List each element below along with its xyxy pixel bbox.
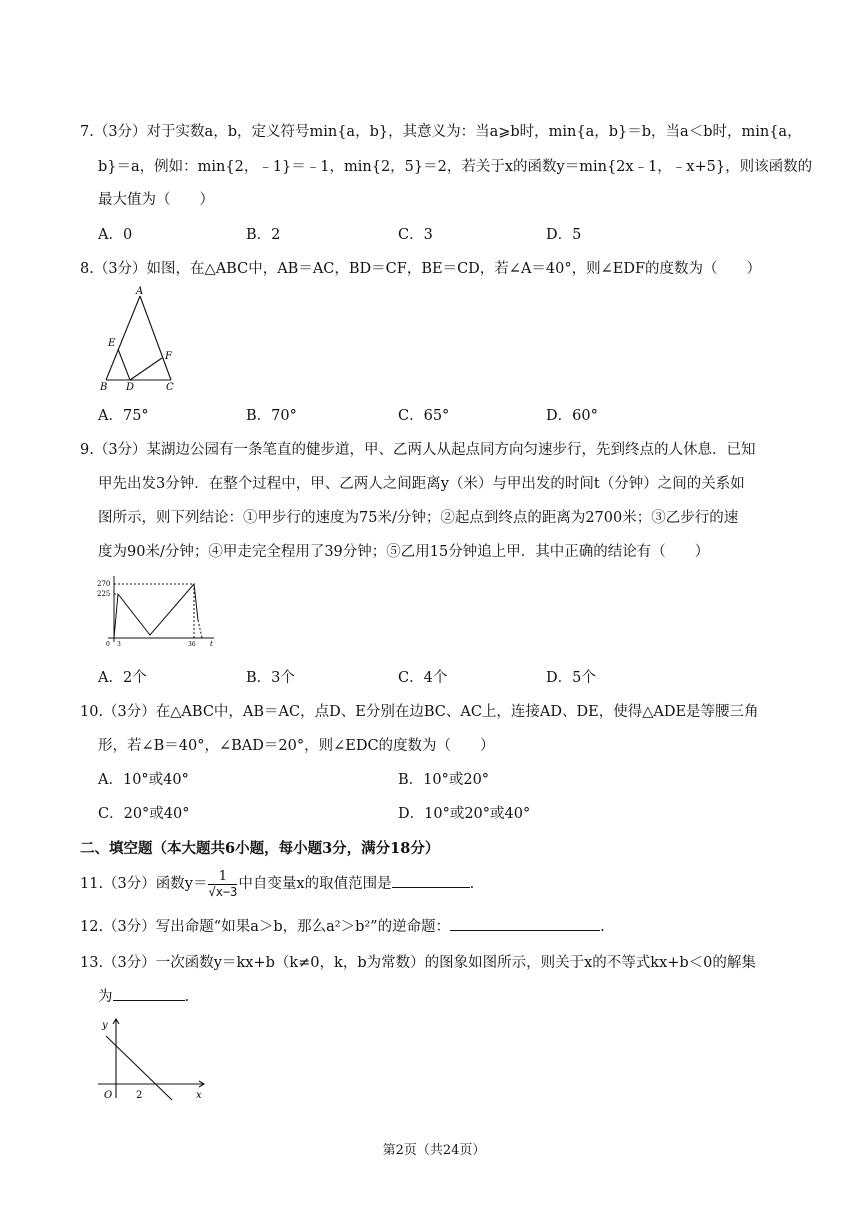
q9-label-t: t bbox=[210, 640, 213, 648]
q7-line3: 最大值为（ ） bbox=[98, 192, 214, 208]
q12-line bbox=[80, 915, 605, 936]
q8-option-b: B．70° bbox=[246, 408, 297, 424]
q12-answer-blank[interactable] bbox=[450, 916, 600, 931]
q11-prefix: 11.（3分）函数y＝ bbox=[80, 876, 208, 892]
q13-answer-blank[interactable] bbox=[113, 986, 185, 1001]
q9-option-a: A．2个 bbox=[98, 670, 147, 686]
q10-line1: 10.（3分）在△ABC中，AB＝AC，点D、E分别在边BC、AC上，连接AD、DE，使得△ADE是等腰三角 bbox=[80, 704, 759, 720]
q13-linear-graph bbox=[96, 1014, 211, 1102]
q8-option-a: A．75° bbox=[98, 408, 149, 424]
q8-line1: 8.（3分）如图，在△ABC中，AB＝AC，BD＝CF，BE＝CD，若∠A＝40°，则∠EDF的度数为（ ） bbox=[80, 261, 762, 277]
page-footer: 第2页（共24页） bbox=[382, 1143, 486, 1158]
q13-line2-text: 为 bbox=[98, 989, 113, 1005]
q11-numerator: 1 bbox=[208, 869, 237, 885]
q11-denominator: √x−3 bbox=[208, 884, 238, 899]
q13-label-x: x bbox=[196, 1090, 202, 1101]
q9-distance-graph bbox=[94, 572, 219, 652]
q9-line2: 甲先出发3分钟．在整个过程中，甲、乙两人之间距离y（米）与甲出发的时间t（分钟）之间的关系如 bbox=[98, 476, 745, 492]
q11-suffix: 中自变量x的取值范围是 bbox=[238, 876, 392, 892]
q7-line1: 7.（3分）对于实数a，b，定义符号min{a，b}，其意义为：当a⩾b时，min{a，b}＝b，当a＜b时，min{a， bbox=[80, 124, 802, 140]
q8-label-c: C bbox=[166, 382, 174, 393]
q7-line2: b}＝a，例如：min{2，﹣1}＝﹣1，min{2，5}＝2，若关于x的函数y＝min{2x﹣1，﹣x+5}，则该函数的 bbox=[98, 159, 813, 175]
q9-option-b: B．3个 bbox=[246, 670, 295, 686]
q13-label-y: y bbox=[102, 1020, 108, 1031]
q9-label-origin: 0 bbox=[106, 641, 110, 648]
q11-line bbox=[80, 864, 474, 904]
q13-end: . bbox=[184, 989, 190, 1005]
q9-line4: 度为90米/分钟；④甲走完全程用了39分钟；⑤乙用15分钟追上甲．其中正确的结论有（ ） bbox=[98, 544, 710, 560]
q8-label-f: F bbox=[165, 351, 172, 362]
q8-option-d: D．60° bbox=[546, 408, 598, 424]
q13-label-2: 2 bbox=[136, 1090, 143, 1101]
q7-option-d: D．5 bbox=[546, 227, 582, 243]
q9-line3: 图所示，则下列结论：①甲步行的速度为75米/分钟；②起点到终点的距离为2700米；③乙步行的速 bbox=[98, 510, 739, 526]
q10-option-d: D．10°或20°或40° bbox=[398, 806, 531, 822]
q7-option-a: A．0 bbox=[98, 227, 133, 243]
q13-line1: 13.（3分）一次函数y＝kx+b（k≠0，k，b为常数）的图象如图所示，则关于x的不等式kx+b＜0的解集 bbox=[80, 955, 756, 971]
q8-label-e: E bbox=[108, 338, 116, 349]
q13-line2 bbox=[98, 985, 189, 1006]
q11-fraction bbox=[208, 869, 237, 900]
q8-label-a: A bbox=[136, 286, 144, 297]
q9-option-c: C．4个 bbox=[398, 670, 448, 686]
q9-label-3: 3 bbox=[117, 641, 121, 648]
q7-option-b: B．2 bbox=[246, 227, 281, 243]
q8-triangle-figure bbox=[96, 284, 186, 394]
section-2-heading: 二、填空题（本大题共6小题，每小题3分，满分18分） bbox=[80, 840, 440, 857]
q8-option-c: C．65° bbox=[398, 408, 450, 424]
q10-option-a: A．10°或40° bbox=[98, 772, 189, 788]
q10-option-b: B．10°或20° bbox=[398, 772, 490, 788]
q10-line2: 形，若∠B＝40°，∠BAD＝20°，则∠EDC的度数为（ ） bbox=[98, 738, 495, 754]
q10-option-c: C．20°或40° bbox=[98, 806, 190, 822]
q9-label-225: 225 bbox=[97, 590, 111, 598]
q9-option-d: D．5个 bbox=[546, 670, 596, 686]
q11-answer-blank[interactable] bbox=[392, 873, 470, 888]
q8-label-d: D bbox=[126, 382, 135, 393]
q9-label-36: 36 bbox=[188, 641, 196, 648]
q12-end: . bbox=[600, 919, 605, 935]
q8-label-b: B bbox=[100, 382, 108, 393]
q13-label-origin: O bbox=[104, 1090, 113, 1101]
q7-option-c: C．3 bbox=[398, 227, 433, 243]
q9-line1: 9.（3分）某湖边公园有一条笔直的健步道，甲、乙两人从起点同方向匀速步行，先到终点的人休息．已知 bbox=[80, 442, 756, 458]
q11-end: . bbox=[469, 876, 475, 892]
q9-label-270: 270 bbox=[97, 580, 111, 588]
q12-text: 12.（3分）写出命题“如果a＞b，那么a²＞b²”的逆命题： bbox=[80, 919, 451, 935]
